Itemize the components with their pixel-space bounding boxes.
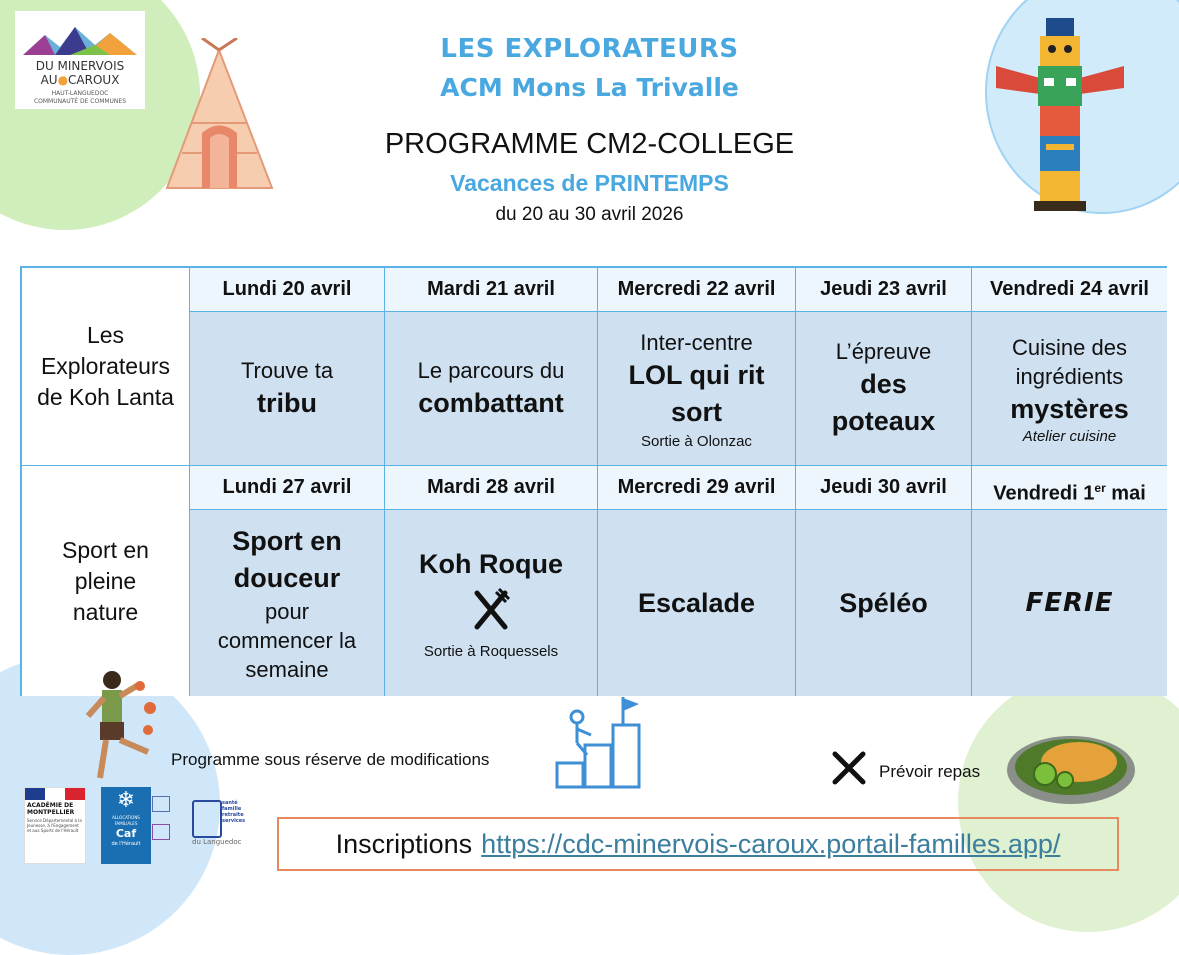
activity-cell: Cuisine des ingrédients mystères Atelier cuisine — [972, 312, 1167, 466]
activity-cell: Trouve ta tribu — [190, 312, 385, 466]
food-plate-icon — [1005, 722, 1137, 808]
activity-cell: Koh Roque Sortie à Roquessels — [385, 510, 598, 696]
day-header: Lundi 27 avril — [190, 466, 385, 510]
title-vacances: Vacances de PRINTEMPS — [450, 170, 729, 196]
row-theme-week1: Les Explorateurs de Koh Lanta — [22, 268, 190, 466]
title-acm: ACM Mons La Trivalle — [440, 73, 739, 102]
program-table — [20, 266, 1167, 696]
activity-cell: Spéléo — [796, 510, 972, 696]
fork-knife-icon — [469, 587, 513, 631]
climber-icon — [70, 668, 165, 788]
activity-cell: FERIE — [972, 510, 1167, 696]
day-header: Vendredi 1er mai — [972, 466, 1167, 510]
day-header: Lundi 20 avril — [190, 268, 385, 312]
reserve-note: Programme sous réserve de modifications — [171, 750, 490, 769]
fork-knife-icon — [829, 750, 869, 786]
activity-cell: Le parcours du combattant — [385, 312, 598, 466]
day-header: Mardi 28 avril — [385, 466, 598, 510]
title-programme: PROGRAMME CM2-COLLEGE — [384, 128, 795, 160]
activity-cell: L’épreuve des poteaux — [796, 312, 972, 466]
activity-cell: Inter-centre LOL qui rit sort Sortie à Olonzac — [598, 312, 796, 466]
small-badges — [152, 796, 168, 844]
logo-line1: DU MINERVOIS — [35, 59, 125, 73]
inscriptions-label: Inscriptions — [335, 828, 473, 859]
inscriptions-box — [277, 817, 1119, 871]
day-header: Mardi 21 avril — [385, 268, 598, 312]
day-header: Mercredi 29 avril — [598, 466, 796, 510]
academie-logo: ACADÉMIE DE MONTPELLIER Service Départemental à la Jeunesse, à l'Engagement et aux Sports de l'Hérault — [24, 787, 86, 864]
title-dates: du 20 au 30 avril 2026 — [495, 204, 684, 225]
day-header: Mercredi 22 avril — [598, 268, 796, 312]
activity-cell: Sport en douceur pour commencer la semaine — [190, 510, 385, 696]
repas-note: Prévoir repas — [879, 762, 981, 781]
snowflake-icon: ❄ — [116, 788, 136, 813]
caf-logo: ❄ ALLOCATIONS FAMILIALES Caf de l'Hérault — [101, 787, 151, 864]
inscriptions-link[interactable]: https://cdc-minervois-caroux.portail-familles.app/ — [481, 828, 1061, 859]
msa-logo: santé famille retraite services du Languedoc — [192, 800, 246, 846]
day-header: Jeudi 23 avril — [796, 268, 972, 312]
activity-cell: Escalade — [598, 510, 796, 696]
title-explorateurs: LES EXPLORATEURS — [440, 34, 739, 64]
day-header: Jeudi 30 avril — [796, 466, 972, 510]
stairs-goal-icon — [555, 695, 650, 790]
logo-line3: HAUT-LANGUEDOC — [51, 90, 109, 97]
logo-line2: AU●CAROUX — [40, 73, 120, 87]
day-header: Vendredi 24 avril — [972, 268, 1167, 312]
row-theme-week2: Sport en pleine nature — [22, 466, 190, 696]
logo-line4: COMMUNAUTÉ DE COMMUNES — [33, 98, 127, 105]
